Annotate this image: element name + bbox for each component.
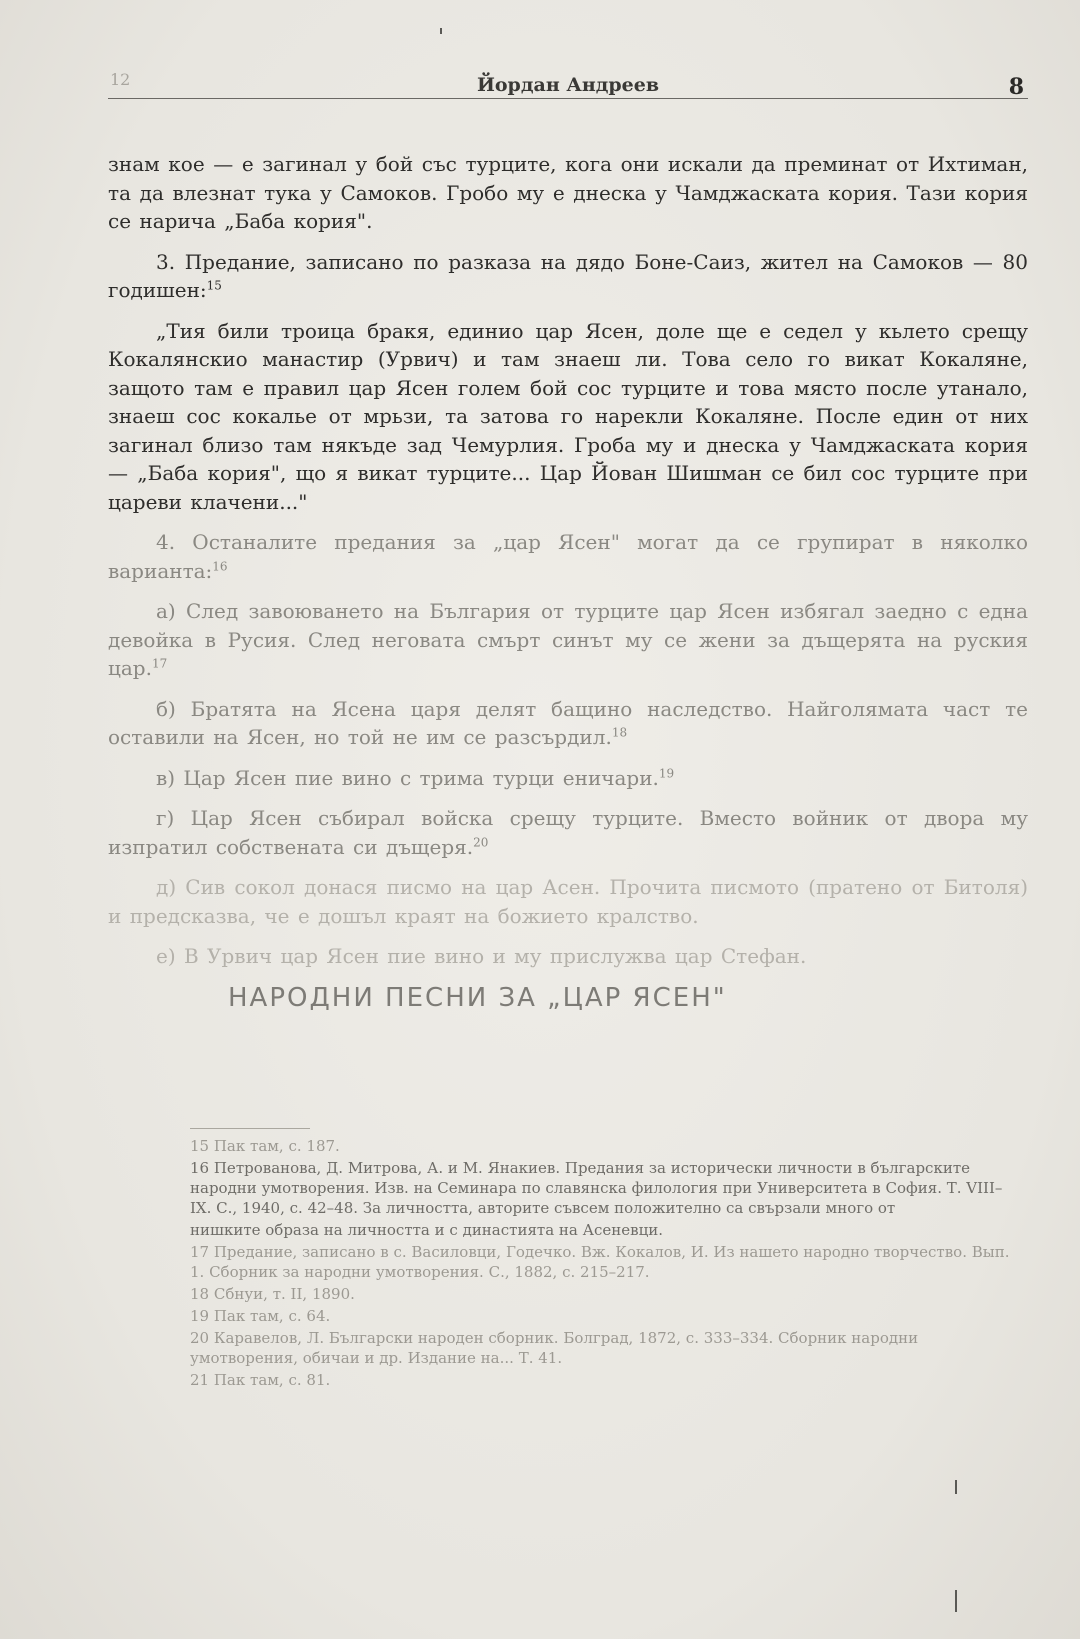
paragraph-text: в) Цар Ясен пие вино с трима турци еничари. (156, 765, 659, 790)
paragraph-text: 4. Останалите предания за „цар Ясен" могат да се групират в няколко варианта: (108, 530, 1028, 583)
paragraph-continued: знам кое — е загинал у бой със турците, кога они искали да преминат от Ихтиман, та да влезнат тука у Самоков. Гробо му е днеска у Чамджаската кория. Тази кория се нарича „Баба кория". (108, 152, 1028, 233)
scan-speck (440, 28, 442, 34)
scan-speck (955, 1590, 957, 1612)
variant-c (108, 764, 1028, 793)
variant-b (108, 695, 1028, 752)
variant-f: е) В Урвич цар Ясен пие вино и му прислужва цар Стефан. (156, 944, 807, 968)
footnote: нишките образа на личността и с династията на Асеневци. (190, 1221, 663, 1239)
faded-page-number: 12 (110, 70, 131, 89)
footnote: 20 Каравелов, Л. Български народен сборник. Болград, 1872, с. 333–334. Сборник народни умотворения, обичаи и др. Издание на... Т. 41. (190, 1329, 919, 1367)
section-heading: НАРОДНИ ПЕСНИ ЗА „ЦАР ЯСЕН" (228, 982, 727, 1013)
footnote-ref: 20 (473, 834, 489, 849)
author-title: Йордан Андреев (476, 74, 660, 96)
footnote: 16 Петрованова, Д. Митрова, А. и М. Янакиев. Предания за исторически личности в българските народни умотворения. Изв. на Семинара по славянска филология при Университета в София. Т. VIII–IX. С., 1940, с. 42–48. За личността, авторите съвсем положително са свързали много от (190, 1159, 1003, 1217)
footnote-ref: 16 (212, 558, 228, 573)
footnote-ref: 19 (658, 765, 675, 780)
paragraph-text: 3. Предание, записано по разказа на дядо Боне-Саиз, жител на Самоков — 80 годишен: (108, 249, 1028, 302)
paragraph-legend-3 (108, 248, 1028, 305)
footnote: 15 Пак там, с. 187. (190, 1137, 340, 1155)
footnotes (140, 1136, 1020, 1392)
variant-e: д) Сив сокол донася писмо на цар Асен. Прочита писмото (пратено от Битоля) и предсказва, че е дошъл краят на божието кралство. (108, 875, 1028, 928)
paragraph-quote: „Тия били троица бракя, единио цар Ясен, доле ще е седел у кьлето срещу Кокалянскио манастир (Урвич) и там знаеш ли. Това село го викат Кокаляне, защото там е правил цар Ясен голем бой сос турците и това място после утанало, знаеш сос кокалье от мрьзи, та затова го нарекли Кокаляне. После един от них загинал близо там някъде зад Чемурлия. Гроба му и днеска у Чамджаската кория — „Баба кория", що я викат турците... Цар Йован Шишман се бил сос турците при цареви клачени..." (108, 318, 1028, 514)
footnote: 18 Сбнуи, т. II, 1890. (190, 1285, 355, 1303)
scan-speck (955, 1480, 957, 1494)
running-header (108, 62, 1028, 99)
page-number: 8 (1008, 74, 1024, 100)
main-text (108, 150, 1028, 1013)
footnote-divider (190, 1128, 310, 1129)
footnote-ref: 18 (611, 725, 628, 740)
variant-a (108, 597, 1028, 683)
footnote-ref: 15 (206, 278, 222, 293)
footnote: 17 Предание, записано в с. Василовци, Годечко. Вж. Кокалов, И. Из нашето народно творчество. Вып. 1. Сборник за народни умотворения. С., 1882, с. 215–217. (190, 1243, 1010, 1281)
variant-d (108, 804, 1028, 861)
footnote: 19 Пак там, с. 64. (190, 1307, 331, 1325)
paragraph-text: г) Цар Ясен събирал войска срещу турците. Вместо войник от двора му изпратил собствената си дъщеря. (108, 806, 1028, 859)
footnote-ref: 17 (151, 656, 168, 671)
paragraph-legend-4 (108, 528, 1028, 585)
footnote: 21 Пак там, с. 81. (190, 1371, 331, 1389)
paragraph-text: а) След завоюването на България от турците цар Ясен избягал заедно с една девойка в Русия. След неговата смърт синът му се жени за дъщерята на руския цар. (108, 599, 1028, 680)
paragraph-text: б) Братята на Ясена царя делят бащино наследство. Найголямата част те оставили на Ясен, но той не им се разсърдил. (108, 696, 1028, 749)
